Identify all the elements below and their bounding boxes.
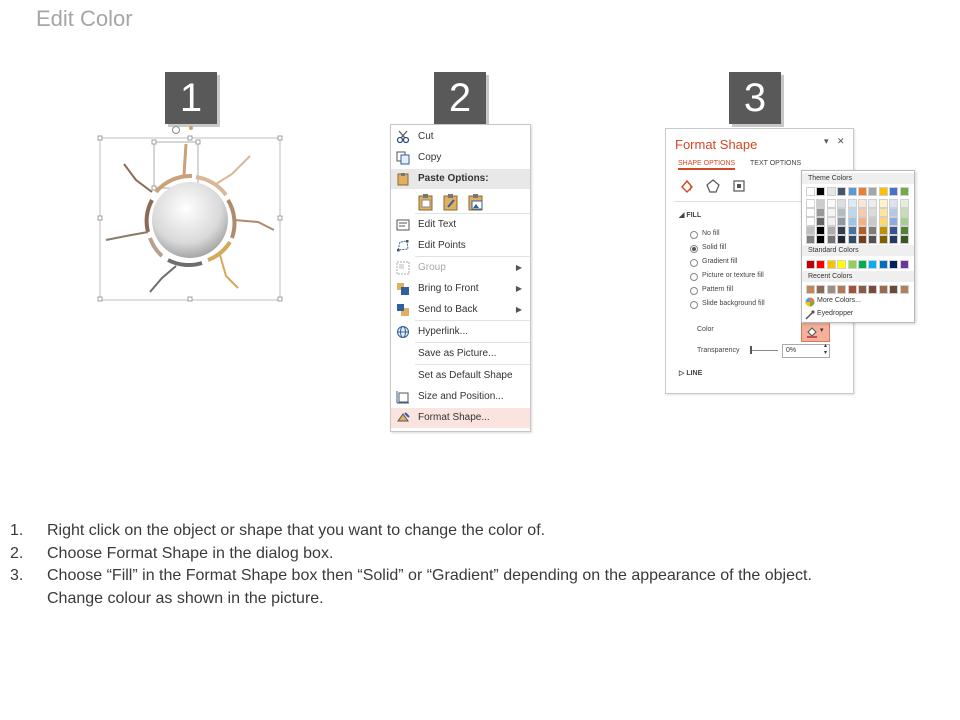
theme-color-swatch[interactable] bbox=[806, 187, 815, 196]
transparency-slider[interactable] bbox=[750, 350, 778, 351]
standard-colors-header: Standard Colors bbox=[802, 245, 914, 256]
theme-color-swatch[interactable] bbox=[858, 187, 867, 196]
theme-color-tint-swatch[interactable] bbox=[848, 208, 857, 217]
fill-option-label: No fill bbox=[702, 230, 720, 237]
submenu-arrow-icon: ▶ bbox=[515, 305, 522, 314]
theme-color-tint-swatch[interactable] bbox=[879, 217, 888, 226]
recent-color-swatch[interactable] bbox=[889, 285, 898, 294]
theme-color-tint-swatch[interactable] bbox=[837, 226, 846, 235]
format-pane-title: Format Shape bbox=[675, 137, 758, 152]
color-wheel-icon bbox=[805, 297, 815, 307]
recent-color-swatch[interactable] bbox=[900, 285, 909, 294]
instruction-text: Choose “Fill” in the Format Shape box then “Solid” or “Gradient” depending on the appearance of the object. bbox=[47, 567, 812, 584]
paste-picture-icon[interactable] bbox=[468, 193, 484, 211]
recent-color-swatch[interactable] bbox=[827, 285, 836, 294]
theme-color-tint-swatch[interactable] bbox=[868, 199, 877, 208]
theme-color-tint-swatch[interactable] bbox=[827, 208, 836, 217]
radio-pattern-fill[interactable] bbox=[690, 287, 698, 295]
standard-color-swatch[interactable] bbox=[827, 260, 836, 269]
theme-color-tint-swatch[interactable] bbox=[868, 208, 877, 217]
theme-color-tint-swatch[interactable] bbox=[868, 217, 877, 226]
color-label: Color bbox=[697, 326, 714, 333]
selected-shape-panel bbox=[96, 120, 286, 305]
theme-color-tint-swatch[interactable] bbox=[889, 217, 898, 226]
recent-color-swatch[interactable] bbox=[837, 285, 846, 294]
menu-item-hyperlink[interactable] bbox=[391, 322, 530, 342]
more-colors-link[interactable]: More Colors... bbox=[817, 297, 861, 304]
menu-item-group bbox=[391, 258, 530, 278]
fill-option-label: Gradient fill bbox=[702, 258, 738, 265]
fill-option-label: Solid fill bbox=[702, 244, 727, 251]
standard-color-swatch[interactable] bbox=[806, 260, 815, 269]
standard-color-swatch[interactable] bbox=[837, 260, 846, 269]
instruction-number: 1. bbox=[10, 522, 24, 539]
menu-item-label: Save as Picture... bbox=[418, 348, 497, 359]
line-section-label: LINE bbox=[686, 370, 703, 377]
paste-icon bbox=[396, 172, 410, 186]
step-badge-1: 1 bbox=[165, 72, 217, 124]
size-position-icon bbox=[396, 390, 410, 404]
pane-options-dropdown-icon[interactable]: ▾ bbox=[824, 136, 829, 146]
theme-color-tint-swatch[interactable] bbox=[827, 226, 836, 235]
tab-text-options[interactable]: TEXT OPTIONS bbox=[750, 160, 802, 167]
theme-color-tint-swatch[interactable] bbox=[900, 217, 909, 226]
fill-option-label: Pattern fill bbox=[702, 286, 734, 293]
selected-shape-graphic[interactable] bbox=[96, 120, 286, 305]
radio-gradient-fill[interactable] bbox=[690, 259, 698, 267]
instructions-list bbox=[10, 520, 950, 610]
submenu-arrow-icon: ▶ bbox=[515, 263, 522, 272]
standard-color-swatch[interactable] bbox=[900, 260, 909, 269]
instruction-number: 3. bbox=[10, 567, 24, 584]
fill-section-label: FILL bbox=[686, 212, 702, 219]
menu-item-label: Paste Options: bbox=[418, 173, 489, 184]
standard-color-swatch[interactable] bbox=[858, 260, 867, 269]
theme-color-swatch[interactable] bbox=[816, 187, 825, 196]
menu-item-save-as-picture[interactable] bbox=[391, 344, 530, 364]
standard-color-swatch[interactable] bbox=[889, 260, 898, 269]
standard-color-swatch[interactable] bbox=[848, 260, 857, 269]
theme-color-tint-swatch[interactable] bbox=[837, 208, 846, 217]
menu-item-label: Group bbox=[418, 262, 446, 273]
standard-color-swatch[interactable] bbox=[868, 260, 877, 269]
theme-color-tint-swatch[interactable] bbox=[806, 208, 815, 217]
menu-item-label: Send to Back bbox=[418, 304, 478, 315]
paste-destination-theme-icon[interactable] bbox=[443, 193, 459, 211]
theme-color-tint-swatch[interactable] bbox=[900, 208, 909, 217]
menu-item-copy[interactable] bbox=[391, 148, 530, 168]
recent-color-swatch[interactable] bbox=[816, 285, 825, 294]
menu-item-label: Format Shape... bbox=[418, 412, 490, 423]
menu-item-label: Bring to Front bbox=[418, 283, 479, 294]
theme-color-tint-swatch[interactable] bbox=[837, 235, 846, 244]
chevron-down-icon: ▾ bbox=[820, 327, 824, 334]
fill-option-label: Slide background fill bbox=[702, 300, 765, 307]
menu-item-label: Edit Points bbox=[418, 240, 466, 251]
menu-item-label: Edit Text bbox=[418, 219, 457, 230]
theme-color-tint-swatch[interactable] bbox=[879, 199, 888, 208]
theme-color-tint-swatch[interactable] bbox=[848, 226, 857, 235]
recent-color-swatch[interactable] bbox=[848, 285, 857, 294]
radio-picture-fill[interactable] bbox=[690, 273, 698, 281]
theme-color-tint-swatch[interactable] bbox=[816, 235, 825, 244]
menu-item-edit-text[interactable] bbox=[391, 215, 530, 235]
menu-item-label: Size and Position... bbox=[418, 391, 504, 402]
theme-colors-header: Theme Colors bbox=[802, 173, 914, 184]
fill-line-icon[interactable] bbox=[679, 178, 695, 194]
theme-color-tint-swatch[interactable] bbox=[858, 217, 867, 226]
theme-color-swatch[interactable] bbox=[879, 187, 888, 196]
fill-option-label: Picture or texture fill bbox=[702, 272, 764, 279]
close-icon[interactable]: ✕ bbox=[837, 136, 845, 146]
paint-bucket-icon bbox=[806, 326, 818, 338]
recent-color-swatch[interactable] bbox=[806, 285, 815, 294]
instruction-item bbox=[10, 543, 950, 566]
menu-item-label: Cut bbox=[418, 131, 434, 142]
menu-item-label: Hyperlink... bbox=[418, 326, 469, 337]
theme-color-swatch[interactable] bbox=[827, 187, 836, 196]
theme-color-tint-swatch[interactable] bbox=[858, 235, 867, 244]
hyperlink-icon bbox=[396, 325, 410, 339]
theme-color-tint-swatch[interactable] bbox=[889, 208, 898, 217]
theme-color-tint-swatch[interactable] bbox=[827, 199, 836, 208]
effects-icon[interactable] bbox=[705, 178, 721, 194]
menu-item-send-to-back[interactable] bbox=[391, 300, 530, 320]
instruction-text: Right click on the object or shape that you want to change the color of. bbox=[47, 522, 546, 539]
theme-color-tint-swatch[interactable] bbox=[848, 235, 857, 244]
instruction-number: 2. bbox=[10, 544, 24, 562]
theme-color-tint-swatch[interactable] bbox=[816, 199, 825, 208]
theme-color-tint-swatch[interactable] bbox=[868, 226, 877, 235]
theme-color-swatch[interactable] bbox=[837, 187, 846, 196]
color-palette-dropdown bbox=[801, 170, 915, 323]
recent-color-swatch[interactable] bbox=[858, 285, 867, 294]
theme-color-tint-swatch[interactable] bbox=[837, 199, 846, 208]
tab-shape-options[interactable]: SHAPE OPTIONS bbox=[678, 160, 735, 170]
transparency-label: Transparency bbox=[697, 347, 740, 354]
theme-color-tint-swatch[interactable] bbox=[858, 199, 867, 208]
menu-item-bring-to-front[interactable] bbox=[391, 279, 530, 299]
theme-color-tint-swatch[interactable] bbox=[848, 199, 857, 208]
menu-item-cut[interactable] bbox=[391, 127, 530, 147]
step-badge-2: 2 bbox=[434, 72, 486, 124]
theme-color-tint-swatch[interactable] bbox=[858, 226, 867, 235]
edit-text-icon bbox=[396, 218, 410, 232]
eyedropper-icon bbox=[805, 310, 815, 320]
theme-color-tint-swatch[interactable] bbox=[889, 199, 898, 208]
instruction-item bbox=[10, 565, 950, 588]
line-section-toggle[interactable]: ▷ LINE bbox=[679, 370, 703, 377]
theme-color-tint-swatch[interactable] bbox=[816, 208, 825, 217]
theme-color-tint-swatch[interactable] bbox=[889, 235, 898, 244]
standard-color-swatch[interactable] bbox=[816, 260, 825, 269]
menu-item-edit-points[interactable] bbox=[391, 236, 530, 256]
recent-colors-header: Recent Colors bbox=[802, 271, 914, 282]
theme-color-tint-swatch[interactable] bbox=[806, 226, 815, 235]
paste-keep-source-icon[interactable] bbox=[418, 193, 434, 211]
submenu-arrow-icon: ▶ bbox=[515, 284, 522, 293]
send-back-icon bbox=[396, 303, 410, 317]
scissors-icon bbox=[396, 130, 410, 144]
theme-color-swatch[interactable] bbox=[889, 187, 898, 196]
menu-item-size-and-position[interactable] bbox=[391, 387, 530, 407]
transparency-slider-thumb[interactable] bbox=[750, 346, 752, 354]
group-icon bbox=[396, 261, 410, 275]
recent-color-swatch[interactable] bbox=[879, 285, 888, 294]
edit-points-icon bbox=[396, 239, 410, 253]
transparency-input[interactable] bbox=[782, 344, 830, 358]
theme-color-swatch[interactable] bbox=[868, 187, 877, 196]
theme-color-tint-swatch[interactable] bbox=[900, 235, 909, 244]
theme-color-tint-swatch[interactable] bbox=[879, 208, 888, 217]
context-menu bbox=[390, 124, 531, 432]
recent-color-swatch[interactable] bbox=[868, 285, 877, 294]
theme-color-tint-swatch[interactable] bbox=[879, 226, 888, 235]
theme-color-tint-swatch[interactable] bbox=[900, 199, 909, 208]
menu-item-label: Set as Default Shape bbox=[418, 370, 513, 381]
menu-item-set-default-shape[interactable] bbox=[391, 366, 530, 386]
theme-color-tint-swatch[interactable] bbox=[806, 199, 815, 208]
spin-arrows-icon[interactable]: ▴ ▾ bbox=[823, 343, 827, 356]
menu-item-label: Copy bbox=[418, 152, 442, 163]
format-shape-icon bbox=[396, 411, 410, 425]
theme-color-tint-swatch[interactable] bbox=[868, 235, 877, 244]
theme-color-tint-swatch[interactable] bbox=[827, 217, 836, 226]
size-properties-icon[interactable] bbox=[731, 178, 747, 194]
instruction-text: Change colour as shown in the picture. bbox=[47, 589, 324, 607]
fill-section-toggle[interactable]: ◢ FILL bbox=[679, 212, 702, 219]
theme-color-tint-swatch[interactable] bbox=[816, 217, 825, 226]
instruction-text: Choose Format Shape in the dialog box. bbox=[47, 544, 334, 562]
theme-color-swatch[interactable] bbox=[848, 187, 857, 196]
step-badge-3: 3 bbox=[729, 72, 781, 124]
copy-icon bbox=[396, 151, 410, 165]
transparency-value: 0% bbox=[786, 347, 797, 354]
radio-no-fill[interactable] bbox=[690, 231, 698, 239]
instruction-item bbox=[10, 588, 950, 611]
radio-slide-background-fill[interactable] bbox=[690, 301, 698, 309]
theme-color-tint-swatch[interactable] bbox=[806, 235, 815, 244]
page-title: Edit Color bbox=[36, 6, 133, 31]
theme-color-tint-swatch[interactable] bbox=[806, 217, 815, 226]
theme-color-tint-swatch[interactable] bbox=[816, 226, 825, 235]
theme-color-tint-swatch[interactable] bbox=[900, 226, 909, 235]
theme-color-swatch[interactable] bbox=[900, 187, 909, 196]
theme-color-tint-swatch[interactable] bbox=[827, 235, 836, 244]
theme-color-tint-swatch[interactable] bbox=[889, 226, 898, 235]
radio-solid-fill[interactable] bbox=[690, 245, 698, 253]
theme-color-tint-swatch[interactable] bbox=[837, 217, 846, 226]
instruction-item bbox=[10, 520, 950, 543]
theme-color-tint-swatch[interactable] bbox=[879, 235, 888, 244]
fill-color-button[interactable] bbox=[801, 322, 830, 342]
theme-color-tint-swatch[interactable] bbox=[858, 208, 867, 217]
standard-color-swatch[interactable] bbox=[879, 260, 888, 269]
bring-front-icon bbox=[396, 282, 410, 296]
paste-options-header bbox=[391, 169, 530, 189]
menu-item-format-shape[interactable] bbox=[391, 408, 530, 428]
eyedropper-link[interactable]: Eyedropper bbox=[817, 310, 854, 317]
theme-color-tint-swatch[interactable] bbox=[848, 217, 857, 226]
